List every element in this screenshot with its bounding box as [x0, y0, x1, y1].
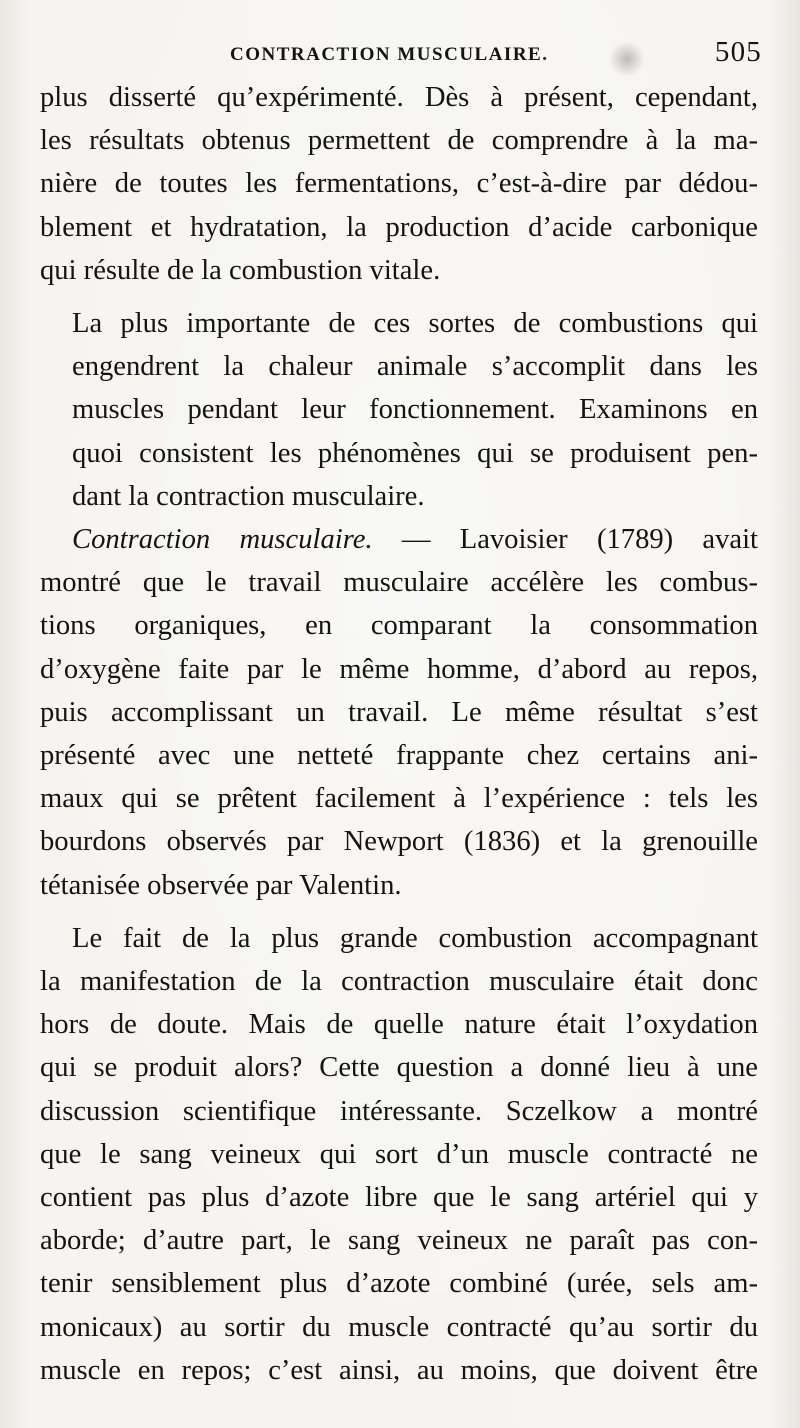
text-line: bourdons observés par Newport (1836) et la grenouille: [40, 826, 758, 858]
paragraph-4: [40, 917, 758, 1392]
text-line: [40, 518, 758, 561]
text-line: présenté avec une netteté frappante chez certains ani-: [40, 740, 758, 772]
text-line: monicaux) au sortir du muscle contracté qu’au sortir du: [40, 1311, 758, 1343]
text-line: muscle en repos; c’est ainsi, au moins, que doivent être: [40, 1354, 758, 1386]
text-fragment: — Lavoisier (1789) avait: [372, 524, 759, 556]
text-line: La plus importante de ces sortes de combustions qui: [72, 308, 758, 340]
text-line: aborde; d’autre part, le sang veineux ne paraît pas con-: [40, 1225, 758, 1257]
text-line: les résultats obtenus permettent de comprendre à la ma-: [40, 125, 758, 157]
text-line: que le sang veineux qui sort d’un muscle contracté ne: [40, 1138, 758, 1170]
text-line: muscles pendant leur fonctionnement. Examinons en: [72, 394, 758, 426]
text-line: tions organiques, en comparant la consommation: [40, 610, 758, 642]
page-number: 505: [714, 36, 762, 68]
paragraph-3: [40, 518, 758, 907]
text-line: la manifestation de la contraction musculaire était donc: [40, 966, 758, 998]
text-line: discussion scientifique intéressante. Sczelkow a montré: [40, 1095, 758, 1127]
section-heading-italic: Contraction musculaire.: [72, 524, 373, 556]
text-line: tenir sensiblement plus d’azote combiné (urée, sels am-: [40, 1268, 758, 1300]
text-line: plus disserté qu’expérimenté. Dès à présent, cependant,: [40, 82, 758, 113]
text-line: qui se produit alors? Cette question a donné lieu à une: [40, 1052, 758, 1084]
text-line: maux qui se prêtent facilement à l’expérience : tels les: [40, 783, 758, 815]
body-text: [40, 76, 758, 1392]
text-line: Le fait de la plus grande combustion accompagnant: [72, 922, 758, 954]
paragraph-1: [40, 76, 758, 292]
text-line: dant la contraction musculaire.: [72, 480, 425, 512]
running-header: [40, 30, 762, 74]
ink-smudge: [608, 42, 646, 76]
running-title: CONTRACTION MUSCULAIRE.: [230, 44, 549, 65]
text-line: nière de toutes les fermentations, c’est-à-dire par dédou-: [40, 168, 758, 200]
text-line: d’oxygène faite par le même homme, d’abord au repos,: [40, 653, 758, 685]
text-line: engendrent la chaleur animale s’accomplit dans les: [72, 351, 758, 383]
text-line: qui résulte de la combustion vitale.: [40, 254, 441, 286]
text-line: montré que le travail musculaire accélère les combus-: [40, 567, 758, 599]
text-line: puis accomplissant un travail. Le même résultat s’est: [40, 696, 758, 728]
text-line: blement et hydratation, la production d’acide carbonique: [40, 211, 758, 243]
text-line: hors de doute. Mais de quelle nature était l’oxydation: [40, 1009, 758, 1041]
text-line: tétanisée observée par Valentin.: [40, 869, 402, 901]
text-line: contient pas plus d’azote libre que le sang artériel qui y: [40, 1182, 758, 1214]
text-line: quoi consistent les phénomènes qui se produisent pen-: [72, 437, 758, 469]
paragraph-2: [40, 302, 758, 518]
